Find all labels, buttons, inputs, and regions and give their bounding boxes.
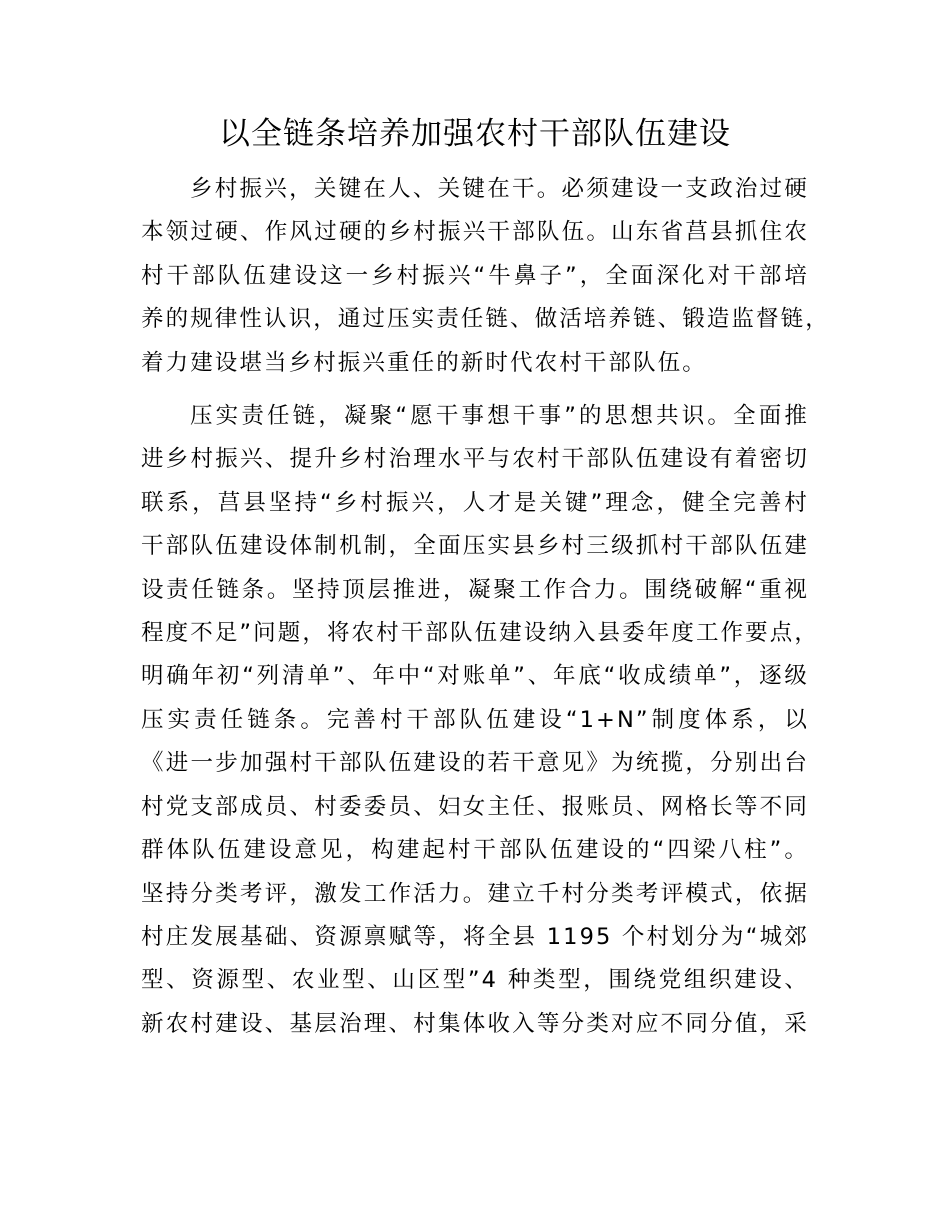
text-line: 压实责任链，凝聚“愿干事想干事”的思想共识。全面推	[190, 403, 809, 430]
text-line: 联系，莒县坚持“乡村振兴，人才是关键”理念，健全完善村	[141, 489, 809, 516]
text-line: 进乡村振兴、提升乡村治理水平与农村干部队伍建设有着密切	[141, 446, 809, 473]
paragraph-2	[141, 395, 819, 1046]
text-line: 《进一步加强村干部队伍建设的若干意见》为统揽，分别出台	[141, 750, 809, 777]
text-line: 压实责任链条。完善村干部队伍建设“1+N”制度体系，以	[141, 706, 809, 733]
document-title: 以全链条培养加强农村干部队伍建设	[219, 116, 731, 152]
document-body	[141, 168, 830, 1046]
text-line: 着力建设堪当乡村振兴重任的新时代农村干部队伍。	[141, 349, 707, 376]
text-line: 型、资源型、农业型、山区型”4 种类型，围绕党组织建设、	[141, 967, 809, 994]
text-line: 明确年初“列清单”、年中“对账单”、年底“收成绩单”，逐级	[141, 663, 809, 690]
text-line: 养的规律性认识，通过压实责任链、做活培养链、锻造监督链，	[141, 306, 830, 333]
text-line: 群体队伍建设意见，构建起村干部队伍建设的“四梁八柱”。	[141, 837, 809, 864]
text-line: 程度不足”问题，将农村干部队伍建设纳入县委年度工作要点，	[141, 620, 819, 647]
text-line: 本领过硬、作风过硬的乡村振兴干部队伍。山东省莒县抓住农	[141, 219, 809, 246]
text-line: 村干部队伍建设这一乡村振兴“牛鼻子”，全面深化对干部培	[141, 262, 809, 289]
paragraph-1	[141, 168, 830, 385]
text-line: 村党支部成员、村委委员、妇女主任、报账员、网格长等不同	[141, 793, 809, 820]
text-line: 新农村建设、基层治理、村集体收入等分类对应不同分值，采	[141, 1010, 809, 1037]
text-line: 干部队伍建设体制机制，全面压实县乡村三级抓村干部队伍建	[141, 533, 809, 560]
text-line: 坚持分类考评，激发工作活力。建立千村分类考评模式，依据	[141, 880, 809, 907]
text-line: 村庄发展基础、资源禀赋等，将全县 1195 个村划分为“城郊	[141, 923, 809, 950]
text-line: 设责任链条。坚持顶层推进，凝聚工作合力。围绕破解“重视	[141, 576, 809, 603]
text-line: 乡村振兴，关键在人、关键在干。必须建设一支政治过硬	[190, 176, 809, 202]
